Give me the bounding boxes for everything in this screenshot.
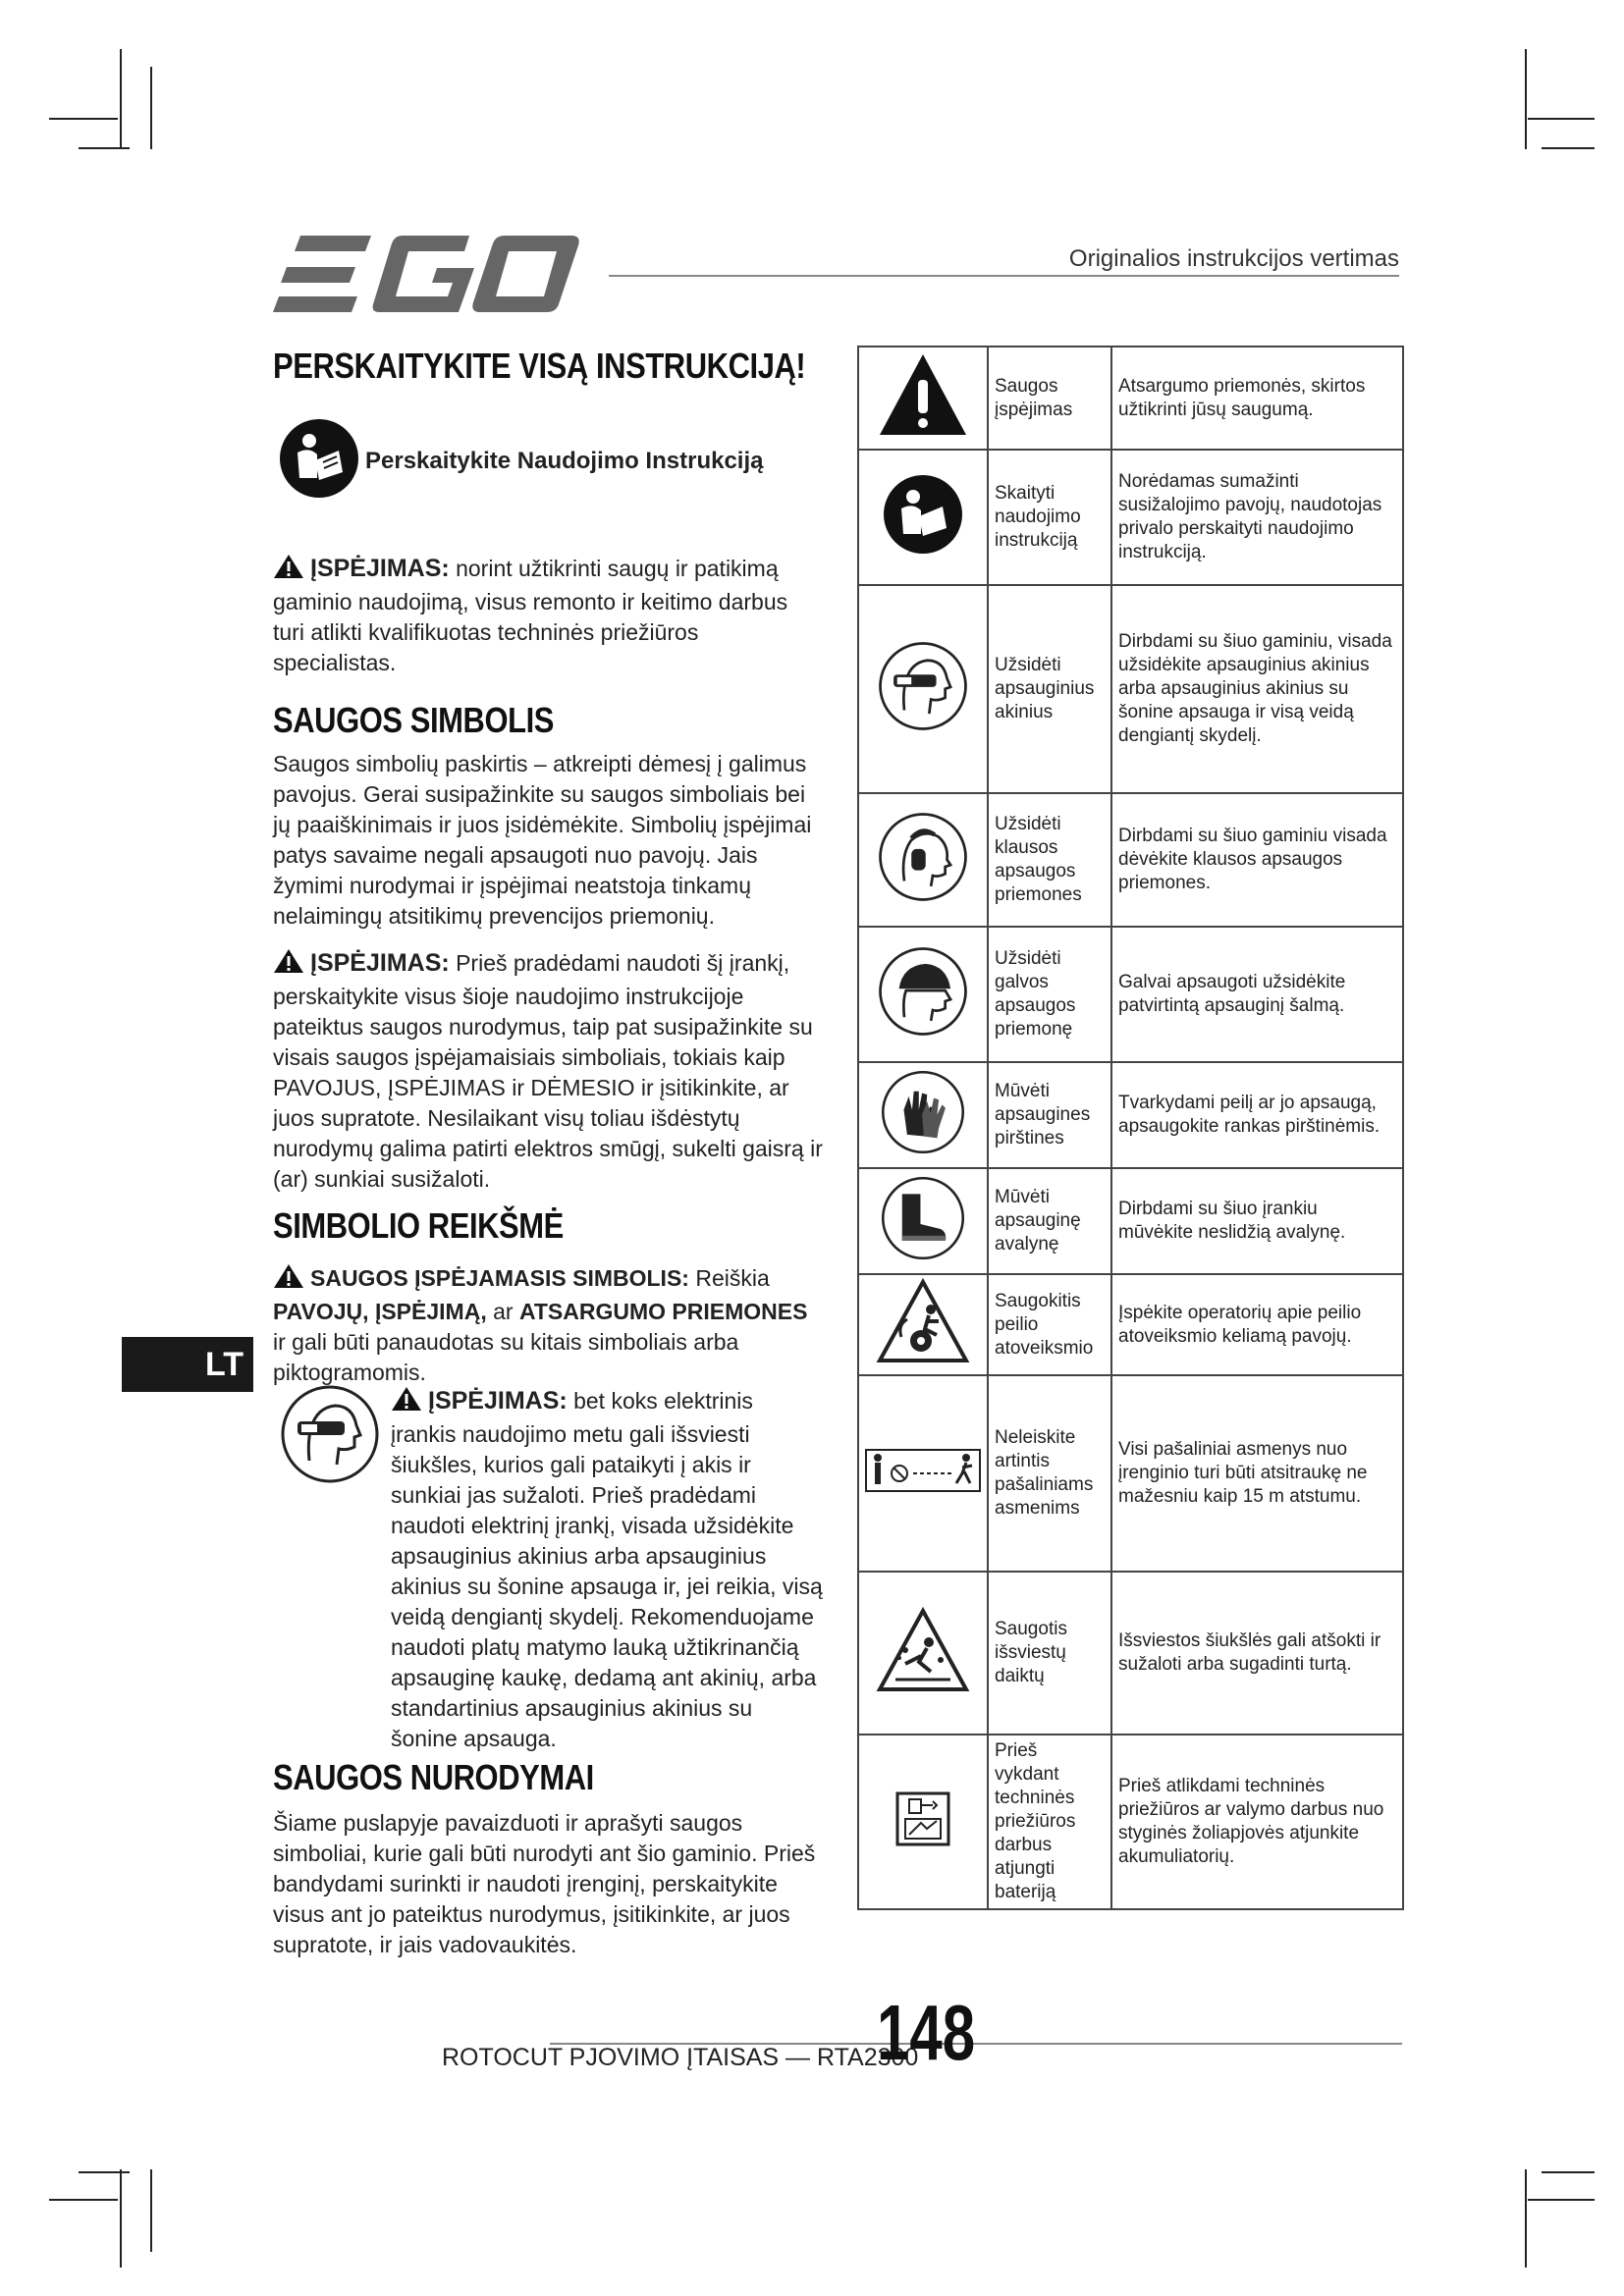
header-title: Originalios instrukcijos vertimas xyxy=(1068,245,1399,272)
icon-cell xyxy=(858,1168,988,1274)
table-row xyxy=(858,1274,1403,1375)
icon-cell xyxy=(858,450,988,585)
symbol-name: Mūvėti apsauginę avalynę xyxy=(988,1168,1111,1274)
icon-cell xyxy=(858,1062,988,1168)
symbol-name: Užsidėti klausos apsaugos priemones xyxy=(988,793,1111,927)
symbol-meaning: Prieš atlikdami techninės priežiūros ar valymo darbus nuo styginės žoliapjovės atjunkite akumuliatorių. xyxy=(1111,1735,1403,1909)
header-rule xyxy=(609,275,1399,277)
meaning-bold: ATSARGUMO PRIEMONES xyxy=(518,1299,808,1324)
ego-logo xyxy=(273,236,582,314)
symbol-meaning: Dirbdami su šiuo gaminiu visada dėvėkite klausos apsaugos priemones. xyxy=(1111,793,1403,927)
warning-triangle-icon xyxy=(876,350,970,439)
table-row xyxy=(858,1168,1403,1274)
table-row xyxy=(858,347,1403,450)
warning-2 xyxy=(273,948,831,1195)
boots-icon xyxy=(879,1174,967,1262)
crop-mark xyxy=(1528,118,1595,120)
crop-mark xyxy=(1542,2171,1595,2173)
icon-cell xyxy=(858,585,988,793)
crop-mark xyxy=(150,67,152,149)
warning-1-text: norint užtikrinti saugų ir patikimą gaminio naudojimą, visus remonto ir keitimo darbus turi atlikti kvalifikuotas techninės priežiūros specialistas. xyxy=(273,556,788,675)
warning-3 xyxy=(391,1386,823,1754)
symbol-meaning: Norėdamas sumažinti susižalojimo pavojų, naudotojas privalo perskaityti naudojimo instrukciją. xyxy=(1111,450,1403,585)
symbol-name: Saugokitis peilio atoveiksmio xyxy=(988,1274,1111,1375)
page-number: 148 xyxy=(877,1989,976,2076)
crop-mark xyxy=(1525,49,1527,149)
warning-2-text: Prieš pradėdami naudoti šį įrankį, perskaitykite visus šioje naudojimo instrukcijoje pateiktus saugos nurodymus, taip pat susipažinkite su visais saugos įspėjamaisiais simboliais, tokiais kaip PAVOJUS, ĮSPĖJIMAS ir DĖMESIO ir įsitikinkite, ar juos supratote. Nesilaikant visų toliau išdėstytų nurodymų galima patirti elektros smūgį, sukelti gaisrą ir (ar) sunkiai susižaloti. xyxy=(273,950,823,1192)
table-row xyxy=(858,927,1403,1062)
symbol-name: Užsidėti galvos apsaugos priemonę xyxy=(988,927,1111,1062)
symbol-meaning: Atsargumo priemonės, skirtos užtikrinti jūsų saugumą. xyxy=(1111,347,1403,450)
icon-cell xyxy=(858,1274,988,1375)
warning-label: ĮSPĖJIMAS: xyxy=(428,1387,568,1415)
crop-mark xyxy=(150,2169,152,2252)
warning-1 xyxy=(273,554,823,678)
icon-cell xyxy=(858,1375,988,1572)
warning-triangle-icon xyxy=(273,1263,304,1297)
warning-triangle-icon xyxy=(391,1386,422,1419)
ear-protection-icon xyxy=(876,810,970,904)
warning-label: ĮSPĖJIMAS: xyxy=(310,949,450,977)
helmet-icon xyxy=(876,944,970,1039)
table-row xyxy=(858,450,1403,585)
safety-symbols-table xyxy=(857,346,1404,1910)
warning-triangle-icon xyxy=(273,948,304,982)
warning-triangle-icon xyxy=(273,554,304,587)
crop-mark xyxy=(1528,2199,1595,2201)
language-tab: LT xyxy=(122,1337,253,1392)
heading-safety-instructions: SAUGOS NURODYMAI xyxy=(273,1757,594,1797)
crop-mark xyxy=(79,2171,130,2173)
safety-glasses-icon xyxy=(876,639,970,733)
symbol-name: Mūvėti apsaugines pirštines xyxy=(988,1062,1111,1168)
symbol-meaning: Visi pašaliniai asmenys nuo įrenginio turi būti atsitraukę ne mažesniu kaip 15 m atstumu. xyxy=(1111,1375,1403,1572)
safety-glasses-icon xyxy=(278,1382,382,1486)
symbol-meaning: Dirbdami su šiuo gaminiu, visada užsidėkite apsauginius akinius arba apsauginius akinius su šonine apsauga ir visą veidą dengiantį skydelį. xyxy=(1111,585,1403,793)
symbol-meaning: Įspėkite operatorių apie peilio atoveiksmio keliamą pavojų. xyxy=(1111,1274,1403,1375)
crop-mark xyxy=(120,2169,122,2268)
blade-thrust-icon xyxy=(876,1278,970,1364)
symbol-name: Neleiskite artintis pašaliniams asmenims xyxy=(988,1375,1111,1572)
read-manual-icon xyxy=(882,473,964,556)
crop-mark xyxy=(49,118,118,120)
symbol-name: Prieš vykdant techninės priežiūros darbus atjungti bateriją xyxy=(988,1735,1111,1909)
meaning-bold: PAVOJŲ, ĮSPĖJIMĄ, xyxy=(273,1299,487,1324)
icon-cell xyxy=(858,1735,988,1909)
symbol-meaning: Galvai apsaugoti užsidėkite patvirtintą apsauginį šalmą. xyxy=(1111,927,1403,1062)
table-row xyxy=(858,1735,1403,1909)
meaning-text: ir gali būti panaudotas su kitais simboliais arba piktogramomis. xyxy=(273,1329,739,1385)
symbol-meaning-paragraph xyxy=(273,1263,823,1388)
instructions-paragraph: Šiame puslapyje pavaizduoti ir aprašyti saugos simboliai, kurie gali būti nurodyti ant šio gaminio. Prieš bandydami surinkti ir naudoti įrenginį, perskaitykite visus ant jo pateiktus nurodymus, įsitikinkite, ar juos supratote, ir jais vadovaukitės. xyxy=(273,1810,816,1957)
table-row xyxy=(858,1375,1403,1572)
symbol-name: Užsidėti apsauginius akinius xyxy=(988,585,1111,793)
symbols-paragraph: Saugos simbolių paskirtis – atkreipti dėmesį į galimus pavojus. Gerai susipažinkite su saugos simboliais bei jų paaiškinimais ir juos įsidėmėkite. Simbolių įspėjimai patys savaime negali apsaugoti nuo pavojų. Jais žymimi nurodymai ir įspėjimai neatstoja tinkamų nelaimingų atsitikimų prevencijos priemonių. xyxy=(273,751,812,929)
table-row xyxy=(858,793,1403,927)
table-row xyxy=(858,1062,1403,1168)
warning-label: ĮSPĖJIMAS: xyxy=(310,555,450,582)
warning-3-text: bet koks elektrinis įrankis naudojimo metu gali išsviesti šiukšles, kurios gali pataikyti į akis ir sunkiai jas sužaloti. Prieš pradėdami naudoti elektrinį įrankį, visada užsidėkite apsauginius akinius arba apsauginius akinius su šonine apsauga ir, jei reikia, visą veidą dengiantį skydelį. Rekomenduojame naudoti platų matymo lauką užtikrinančią apsauginę kaukę, dedamą ant akinių, arba standartinius apsauginius akinius su šonine apsauga. xyxy=(391,1388,823,1751)
heading-symbol-meaning: SIMBOLIO REIKŠMĖ xyxy=(273,1205,564,1246)
gloves-icon xyxy=(879,1068,967,1156)
meaning-label: SAUGOS ĮSPĖJAMASIS SIMBOLIS: xyxy=(310,1265,689,1291)
icon-cell xyxy=(858,927,988,1062)
symbol-meaning: Tvarkydami peilį ar jo apsaugą, apsaugokite rankas pirštinėmis. xyxy=(1111,1062,1403,1168)
table-row xyxy=(858,585,1403,793)
icon-cell xyxy=(858,347,988,450)
read-manual-label: Perskaitykite Naudojimo Instrukciją xyxy=(365,448,764,474)
symbol-name: Skaityti naudojimo instrukciją xyxy=(988,450,1111,585)
icon-cell xyxy=(858,1572,988,1735)
table-row xyxy=(858,1572,1403,1735)
crop-mark xyxy=(1525,2169,1527,2268)
bystanders-distance-icon xyxy=(864,1446,982,1495)
crop-mark xyxy=(79,147,130,149)
thrown-objects-icon xyxy=(876,1607,970,1693)
crop-mark xyxy=(49,2199,118,2201)
meaning-text: ar xyxy=(493,1299,514,1324)
disconnect-battery-icon xyxy=(892,1788,954,1850)
crop-mark xyxy=(1542,147,1595,149)
footer-product: ROTOCUT PJOVIMO ĮTAISAS — RTA2300 xyxy=(442,2044,919,2071)
heading-safety-symbol: SAUGOS SIMBOLIS xyxy=(273,700,554,740)
crop-mark xyxy=(120,49,122,149)
ego-logo-icon xyxy=(273,236,582,314)
meaning-text: Reiškia xyxy=(695,1265,770,1291)
symbol-name: Saugotis išsviestų daiktų xyxy=(988,1572,1111,1735)
symbol-meaning: Dirbdami su šiuo įrankiu mūvėkite neslidžią avalynę. xyxy=(1111,1168,1403,1274)
heading-read-all: PERSKAITYKITE VISĄ INSTRUKCIJĄ! xyxy=(273,346,806,386)
symbol-name: Saugos įspėjimas xyxy=(988,347,1111,450)
symbol-meaning: Išsviestos šiukšlės gali atšokti ir sužaloti arba sugadinti turtą. xyxy=(1111,1572,1403,1735)
icon-cell xyxy=(858,793,988,927)
read-manual-icon xyxy=(278,417,360,500)
